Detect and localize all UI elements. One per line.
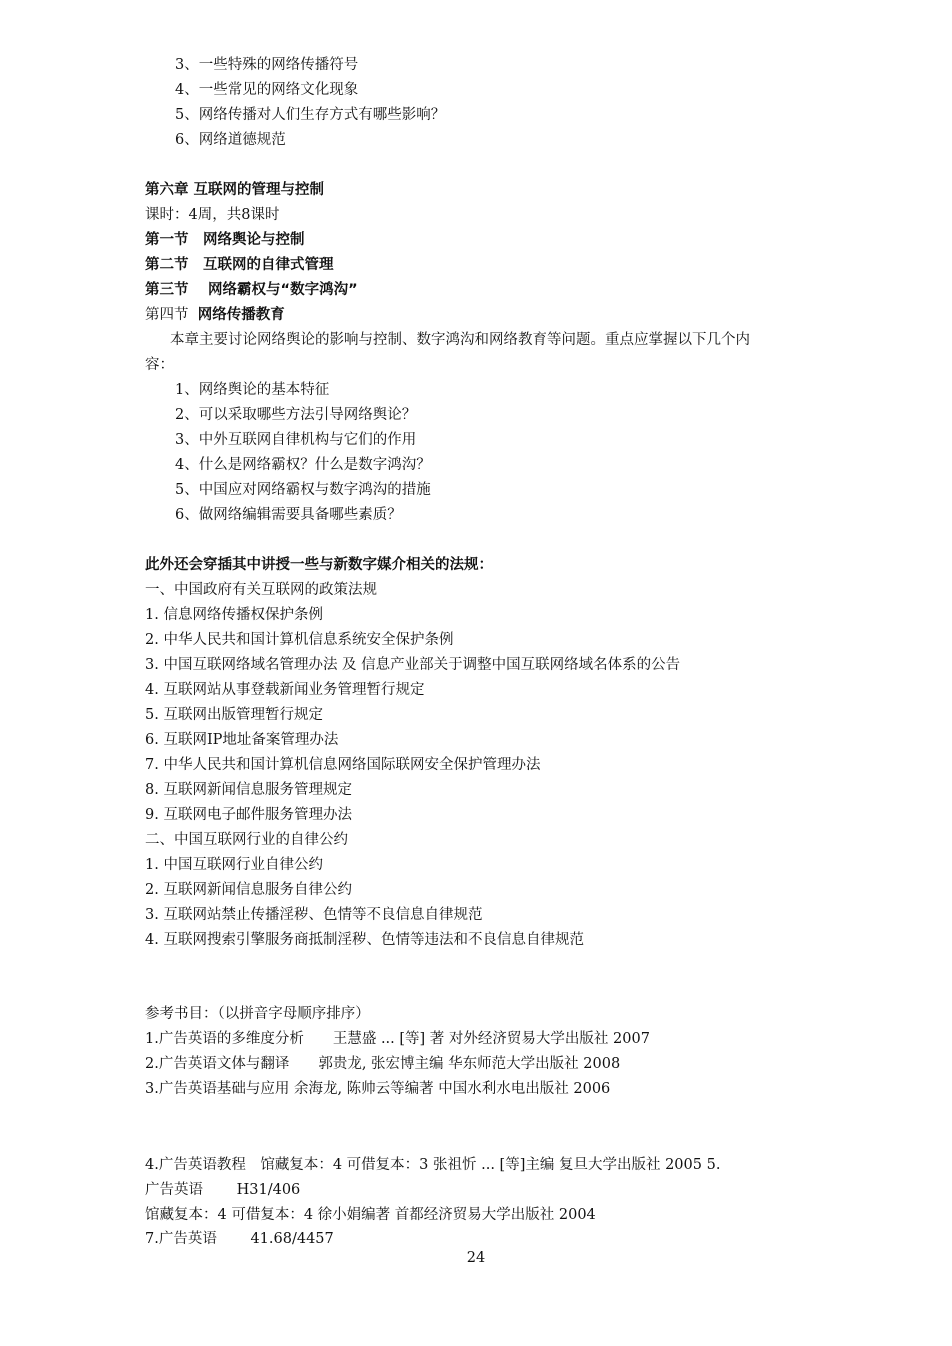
section-prefix: 第四节 (145, 307, 189, 323)
reference-item: 7.广告英语 41.68/4457 (145, 1231, 334, 1247)
paragraph-line: 容： (145, 357, 174, 373)
list-item: 4. 互联网搜索引擎服务商抵制淫秽、色情等违法和不良信息自律规范 (145, 932, 584, 948)
list-item: 5、中国应对网络霸权与数字鸿沟的措施 (175, 482, 431, 498)
page-number: 24 (466, 1250, 486, 1266)
subheading: 一、中国政府有关互联网的政策法规 (145, 582, 377, 598)
list-item: 4、什么是网络霸权？什么是数字鸿沟？ (175, 457, 431, 473)
list-item: 6、网络道德规范 (175, 132, 286, 148)
list-item: 3、一些特殊的网络传播符号 (175, 57, 359, 73)
list-item: 2. 互联网新闻信息服务自律公约 (145, 882, 352, 898)
list-item: 2. 中华人民共和国计算机信息系统安全保护条例 (145, 632, 454, 648)
list-item: 1. 中国互联网行业自律公约 (145, 857, 323, 873)
list-item: 1. 信息网络传播权保护条例 (145, 607, 323, 623)
reference-item: 2.广告英语文体与翻译 郭贵龙, 张宏博主编 华东师范大学出版社 2008 (145, 1056, 621, 1072)
list-item: 5. 互联网出版管理暂行规定 (145, 707, 323, 723)
list-item: 6. 互联网IP地址备案管理办法 (145, 732, 339, 748)
list-item: 9. 互联网电子邮件服务管理办法 (145, 807, 352, 823)
section-heading (145, 306, 285, 324)
regulations-heading: 此外还会穿插其中讲授一些与新数字媒介相关的法规： (145, 557, 493, 573)
list-item: 3. 中国互联网络域名管理办法 及 信息产业部关于调整中国互联网络域名体系的公告 (145, 657, 681, 673)
chapter-hours: 课时：4周，共8课时 (145, 207, 280, 223)
list-item: 4. 互联网站从事登载新闻业务管理暂行规定 (145, 682, 425, 698)
references-heading: 参考书目：（以拼音字母顺序排序） (145, 1006, 370, 1022)
reference-item: 1.广告英语的多维度分析 王慧盛 ... [等] 著 对外经济贸易大学出版社 2007 (145, 1031, 650, 1047)
paragraph-line: 本章主要讨论网络舆论的影响与控制、数字鸿沟和网络教育等问题。重点应掌握以下几个内 (170, 332, 750, 348)
list-item: 3. 互联网站禁止传播淫秽、色情等不良信息自律规范 (145, 907, 483, 923)
section-heading: 第二节 互联网的自律式管理 (145, 257, 334, 273)
chapter-title: 第六章 互联网的管理与控制 (145, 182, 325, 198)
list-item: 8. 互联网新闻信息服务管理规定 (145, 782, 352, 798)
list-item: 1、网络舆论的基本特征 (175, 382, 330, 398)
list-item: 5、网络传播对人们生存方式有哪些影响？ (175, 107, 446, 123)
subheading: 二、中国互联网行业的自律公约 (145, 832, 348, 848)
list-item: 7. 中华人民共和国计算机信息网络国际联网安全保护管理办法 (145, 757, 541, 773)
section-title: 网络传播教育 (197, 307, 285, 323)
section-heading: 第一节 网络舆论与控制 (145, 232, 305, 248)
reference-item: 3.广告英语基础与应用 余海龙, 陈帅云等编著 中国水利水电出版社 2006 (145, 1081, 611, 1097)
list-item: 3、中外互联网自律机构与它们的作用 (175, 432, 417, 448)
reference-item: 4.广告英语教程 馆藏复本：4 可借复本：3 张祖忻 ... [等]主编 复旦大学出版社 2005 5. (145, 1157, 721, 1173)
list-item: 6、做网络编辑需要具备哪些素质？ (175, 507, 402, 523)
reference-item: 广告英语 H31/406 (145, 1182, 301, 1198)
list-item: 2、可以采取哪些方法引导网络舆论？ (175, 407, 417, 423)
reference-item: 馆藏复本：4 可借复本：4 徐小娟编著 首都经济贸易大学出版社 2004 (145, 1207, 596, 1223)
list-item: 4、一些常见的网络文化现象 (175, 82, 359, 98)
section-heading: 第三节 网络霸权与“数字鸿沟” (145, 282, 358, 298)
